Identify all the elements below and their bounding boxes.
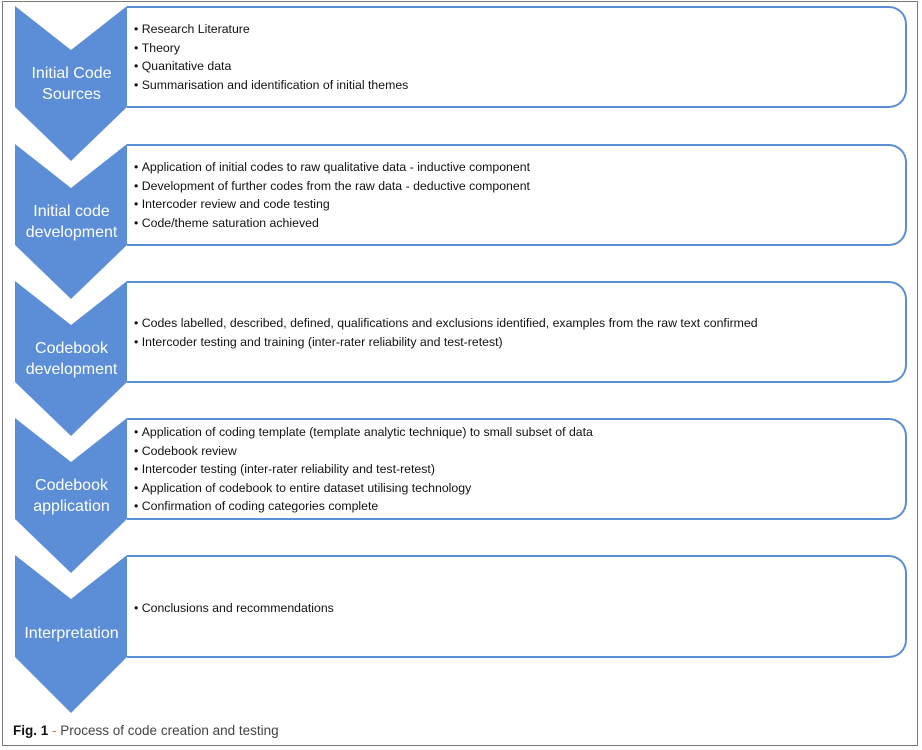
bullet-list: [134, 314, 895, 351]
bullet-list: [134, 599, 895, 618]
stage-box-codebook-development: [127, 281, 907, 383]
caption-text: Process of code creation and testing: [60, 723, 279, 738]
stage-box-initial-code-development: [127, 144, 907, 246]
bullet-item: • Intercoder testing (inter-rater reliability and test-retest): [134, 460, 895, 479]
bullet-item: • Application of coding template (template analytic technique) to small subset of data: [134, 423, 895, 442]
figure-caption: [13, 723, 279, 738]
stage-title-line: Codebook: [35, 340, 108, 357]
stage-title-line: Initial Code: [31, 65, 112, 82]
bullet-list: [134, 20, 895, 94]
caption-separator: -: [48, 723, 61, 738]
stage-box-initial-code-sources: [127, 6, 907, 108]
stage-title-line: Codebook: [35, 477, 108, 494]
bullet-list: [134, 158, 895, 232]
bullet-item: • Theory: [134, 39, 895, 58]
stage-title-line: development: [25, 361, 118, 378]
stage-title-line: Sources: [42, 86, 101, 103]
bullet-item: • Summarisation and identification of initial themes: [134, 76, 895, 95]
stage-title-interpretation: [15, 623, 128, 644]
bullet-item: • Intercoder review and code testing: [134, 195, 895, 214]
bullet-item: • Application of codebook to entire dataset utilising technology: [134, 479, 895, 498]
stage-title-line: application: [33, 498, 110, 515]
bullet-item: • Quanitative data: [134, 57, 895, 76]
stage-box-codebook-application: [127, 418, 907, 520]
stage-title-line: development: [25, 224, 118, 241]
bullet-item: • Conclusions and recommendations: [134, 599, 895, 618]
stage-title-codebook-application: [15, 475, 128, 517]
bullet-item: • Development of further codes from the raw data - deductive component: [134, 177, 895, 196]
stage-title-codebook-development: [15, 338, 128, 380]
stage-title-line: Interpretation: [24, 625, 119, 642]
bullet-item: • Application of initial codes to raw qualitative data - inductive component: [134, 158, 895, 177]
stage-title-initial-code-sources: [15, 63, 128, 105]
stage-title-initial-code-development: [15, 201, 128, 243]
bullet-item: • Codes labelled, described, defined, qualifications and exclusions identified, examples from the raw text confirmed: [134, 314, 895, 333]
bullet-item: • Research Literature: [134, 20, 895, 39]
bullet-item: • Codebook review: [134, 442, 895, 461]
bullet-item: • Confirmation of coding categories complete: [134, 497, 895, 516]
bullet-item: • Intercoder testing and training (inter-rater reliability and test-retest): [134, 333, 895, 352]
figure-number: Fig. 1: [13, 723, 49, 738]
bullet-item: • Code/theme saturation achieved: [134, 214, 895, 233]
stage-box-interpretation: [127, 555, 907, 658]
stage-title-line: Initial code: [33, 203, 110, 220]
bullet-list: [134, 423, 895, 516]
